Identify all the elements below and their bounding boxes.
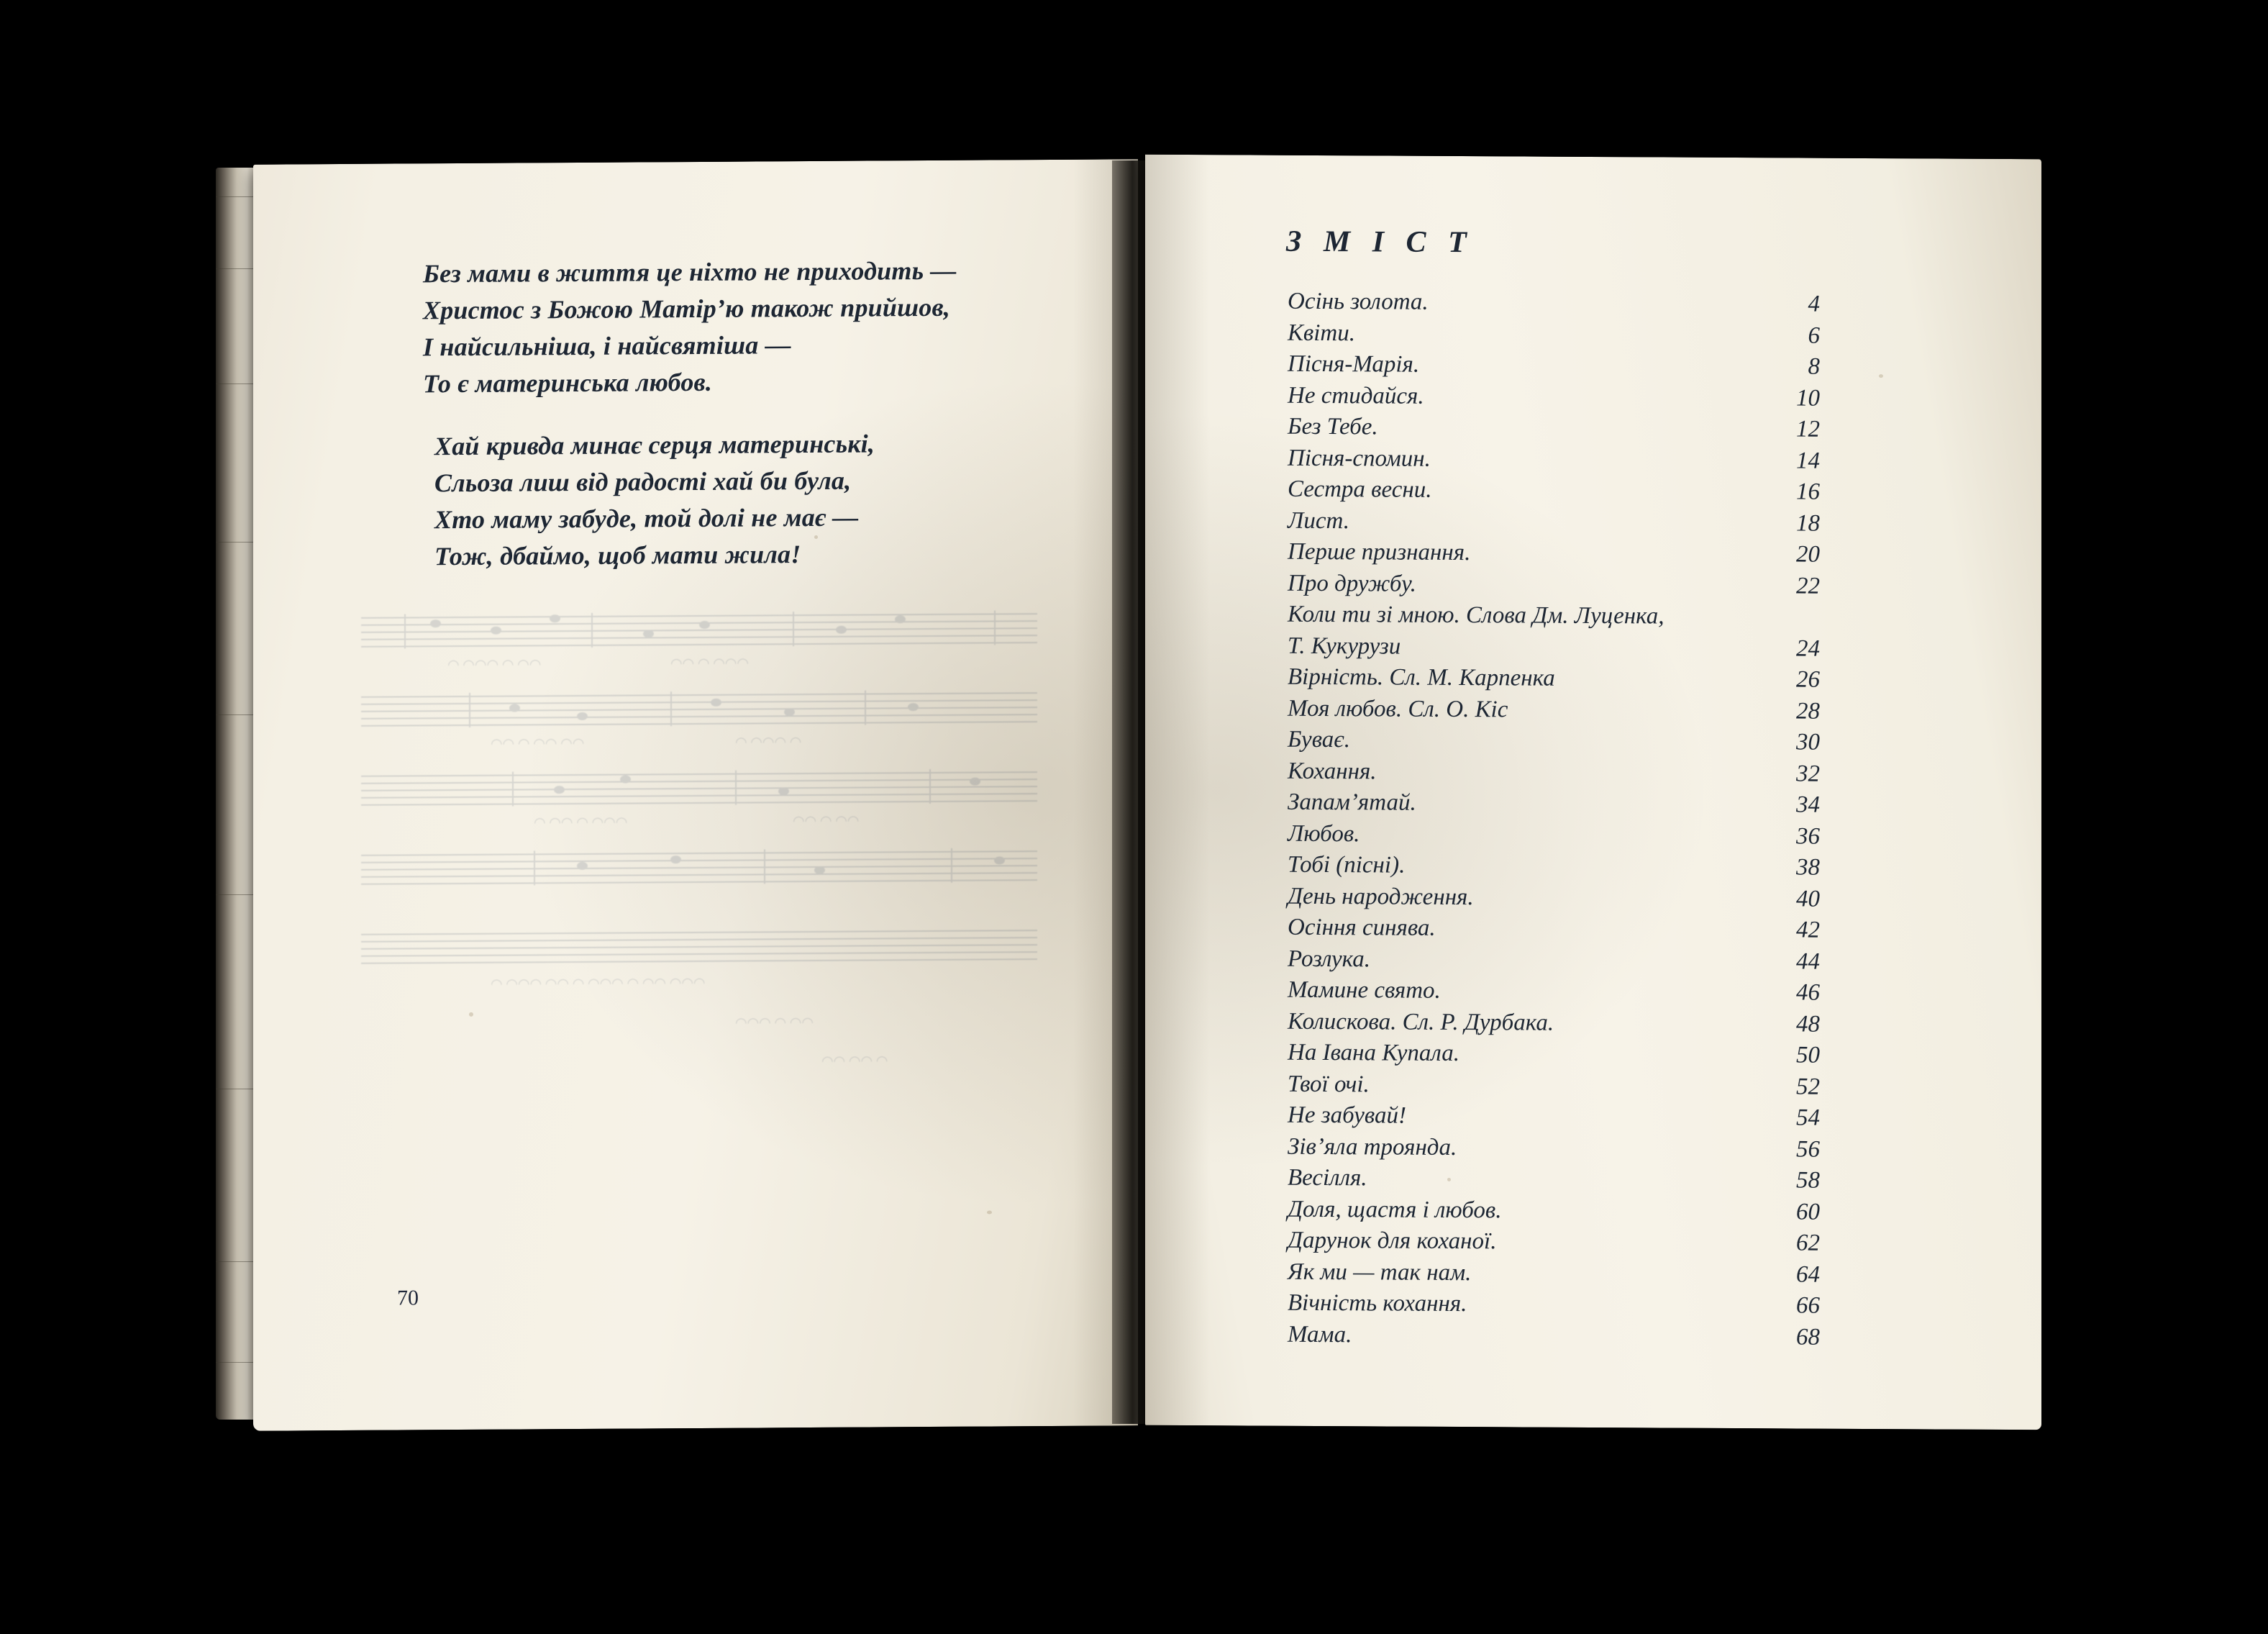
toc-entry-title: Мамине свято. — [1288, 976, 1441, 1004]
toc-entry-page: 26 — [1796, 666, 1820, 693]
toc-entry-title: Вірність. Сл. М. Карпенка — [1288, 663, 1555, 691]
toc-entry — [1288, 442, 1820, 476]
toc-entry-page: 52 — [1796, 1073, 1820, 1100]
toc-entry — [1288, 755, 1820, 789]
poem-line: Хай кривда минає серця материнські, — [434, 429, 875, 461]
toc-entry-page: 64 — [1796, 1261, 1820, 1288]
toc-entry-title: Запам’ятай. — [1288, 789, 1416, 816]
toc-entry — [1288, 505, 1820, 539]
toc-entry-page: 40 — [1796, 885, 1820, 912]
toc-entry-page: 18 — [1796, 509, 1820, 537]
left-page — [253, 159, 1138, 1431]
toc-entry — [1288, 881, 1820, 914]
toc-entry-title: Доля, щастя і любов. — [1288, 1196, 1502, 1223]
toc-entry — [1288, 568, 1820, 602]
toc-entry — [1288, 1131, 1820, 1165]
toc-entry-page: 14 — [1796, 447, 1820, 474]
poem-stanza-2 — [423, 425, 1070, 575]
toc-entry-title: Моя любов. Сл. О. Кіс — [1288, 695, 1508, 722]
toc-entry-title: Не стидайся. — [1288, 382, 1424, 409]
toc-entry-page: 8 — [1808, 353, 1820, 380]
toc-entry-title: Весілля. — [1288, 1164, 1367, 1192]
toc-entry — [1288, 317, 1820, 351]
toc-entry — [1288, 1319, 1820, 1353]
toc-entry-page: 20 — [1796, 541, 1820, 568]
toc-entry-title: Сестра весни. — [1288, 476, 1432, 503]
toc-entry-title: Зів’яла троянда. — [1288, 1133, 1457, 1161]
toc-entry-title: Квіти. — [1288, 319, 1355, 346]
toc-entry-page: 34 — [1796, 791, 1820, 818]
toc-entry — [1288, 380, 1820, 414]
poem-line: Христос з Божою Матір’ю також прийшов, — [423, 292, 950, 325]
toc-entry-title: Твої очі. — [1288, 1071, 1370, 1097]
toc-entry-title: Пісня-спомин. — [1288, 445, 1431, 472]
toc-entry-title: Розлука. — [1288, 945, 1371, 972]
toc-entry — [1288, 474, 1820, 508]
toc-entry — [1288, 1068, 1820, 1102]
poem-line: Сльоза лиш від радості хай би була, — [434, 466, 852, 498]
toc-entry — [1288, 1256, 1820, 1290]
toc-entry-page: 54 — [1796, 1104, 1820, 1131]
toc-entry — [1288, 1163, 1820, 1197]
toc-entry — [1288, 1100, 1820, 1134]
toc-entry-title: Лист. — [1288, 507, 1349, 534]
toc-entry-page: 12 — [1796, 416, 1820, 442]
toc-entry — [1288, 912, 1820, 946]
toc-entry — [1288, 1006, 1820, 1040]
poem-text — [423, 252, 1070, 601]
toc-entry-title: Мама. — [1288, 1321, 1352, 1348]
toc-entry-page: 42 — [1796, 917, 1820, 943]
toc-entry-page: 50 — [1796, 1042, 1820, 1068]
toc-entry-page: 32 — [1796, 760, 1820, 787]
toc-entry-title: Любов. — [1288, 820, 1360, 847]
toc-entry-title: Про дружбу. — [1288, 570, 1416, 597]
toc-entry-page: 10 — [1796, 384, 1820, 412]
toc-entry-title: Осіння синява. — [1288, 914, 1436, 941]
toc-entry — [1288, 1225, 1820, 1259]
toc-entry — [1288, 1038, 1820, 1071]
toc-entry-title: Перше признання. — [1288, 538, 1471, 566]
toc-entry — [1288, 1288, 1820, 1322]
toc-entry — [1288, 975, 1820, 1009]
page-number: 70 — [397, 1286, 419, 1310]
toc-entry-page: 22 — [1796, 572, 1820, 599]
toc-entry — [1288, 630, 1820, 664]
open-book — [216, 155, 2057, 1443]
toc-entry — [1288, 818, 1820, 852]
toc-entry-page: 68 — [1796, 1323, 1820, 1351]
toc-entry — [1288, 599, 1820, 633]
toc-entry-title: Буває. — [1288, 726, 1350, 753]
toc-entry-title: Т. Кукурузи — [1288, 632, 1401, 660]
toc-entry-page: 30 — [1796, 729, 1820, 755]
toc-entry — [1288, 286, 1820, 320]
toc-entry-title: Коли ти зі мною. Слова Дм. Луценка, — [1288, 601, 1664, 630]
toc-entry — [1288, 412, 1820, 445]
table-of-contents — [1288, 286, 1820, 1353]
toc-entry — [1288, 850, 1820, 884]
poem-line: Хто маму забуде, той долі не має — — [434, 502, 859, 535]
toc-entry — [1288, 662, 1820, 696]
toc-entry-page: 44 — [1796, 948, 1820, 975]
toc-entry-title: Не забувай! — [1288, 1102, 1406, 1129]
toc-entry — [1288, 725, 1820, 758]
toc-entry — [1288, 787, 1820, 821]
toc-entry-page: 36 — [1796, 822, 1820, 850]
toc-entry-title: Кохання. — [1288, 758, 1377, 784]
toc-entry-title: День народження. — [1288, 883, 1474, 910]
poem-line: І найсильніша, і найсвятіша — — [423, 330, 791, 362]
poem-line: Тож, дбаймо, щоб мати жила! — [434, 540, 801, 571]
toc-entry — [1288, 693, 1820, 727]
poem-line: То є материнська любов. — [423, 367, 713, 399]
toc-entry-title: Осінь золота. — [1288, 288, 1429, 315]
toc-entry-page: 60 — [1796, 1198, 1820, 1225]
toc-entry — [1288, 943, 1820, 977]
toc-entry-title: Як ми — так нам. — [1288, 1258, 1472, 1286]
toc-entry-page: 48 — [1796, 1010, 1820, 1038]
toc-entry-page: 38 — [1796, 854, 1820, 881]
toc-entry-title: Пісня-Марія. — [1288, 350, 1420, 378]
toc-entry-title: На Івана Купала. — [1288, 1039, 1459, 1067]
toc-entry-page: 4 — [1808, 291, 1820, 317]
poem-stanza-1 — [423, 252, 1070, 402]
poem-line: Без мами в життя це ніхто не приходить — — [423, 255, 957, 289]
toc-entry-page: 24 — [1796, 635, 1820, 662]
toc-entry — [1288, 1194, 1820, 1227]
toc-entry-page: 16 — [1796, 478, 1820, 505]
toc-entry-page: 66 — [1796, 1292, 1820, 1319]
toc-entry-title: Тобі (пісні). — [1288, 851, 1406, 879]
toc-entry — [1288, 537, 1820, 571]
toc-entry-page: 6 — [1808, 322, 1820, 349]
contents-title: З М І С Т — [1286, 224, 1474, 260]
toc-entry-page: 46 — [1796, 979, 1820, 1006]
toc-entry — [1288, 349, 1820, 383]
toc-entry-title: Без Тебе. — [1288, 413, 1378, 440]
right-page — [1145, 155, 2041, 1430]
toc-entry-page: 62 — [1796, 1230, 1820, 1256]
toc-entry-title: Дарунок для коханої. — [1288, 1227, 1497, 1255]
toc-entry-page: 28 — [1796, 697, 1820, 725]
toc-entry-page: 56 — [1796, 1135, 1820, 1163]
toc-entry-title: Колискова. Сл. Р. Дурбака. — [1288, 1008, 1554, 1036]
show-through-music-notation: ◠◠ ◠ ◠◠◠ ◠ ◠◠◠ ◠ ◠◠ ◠◠ ◠◠ ◠ ◠◠ ◠ ◠◠◠ ◠ ◠◠◠ ◠ ◠◠ ◠ ◠◠ ◠ ◠◠ ◠◠◠ ◠◠ ◠ ◠◠◠ ◠ ◠◠ ◠◠◠ ◠ ◠◠ ◠ ◠◠◠ ◠ ◠◠ ◠◠ — [361, 606, 1037, 1114]
toc-entry-title: Вічність кохання. — [1288, 1289, 1467, 1317]
toc-entry-page: 58 — [1796, 1167, 1820, 1194]
